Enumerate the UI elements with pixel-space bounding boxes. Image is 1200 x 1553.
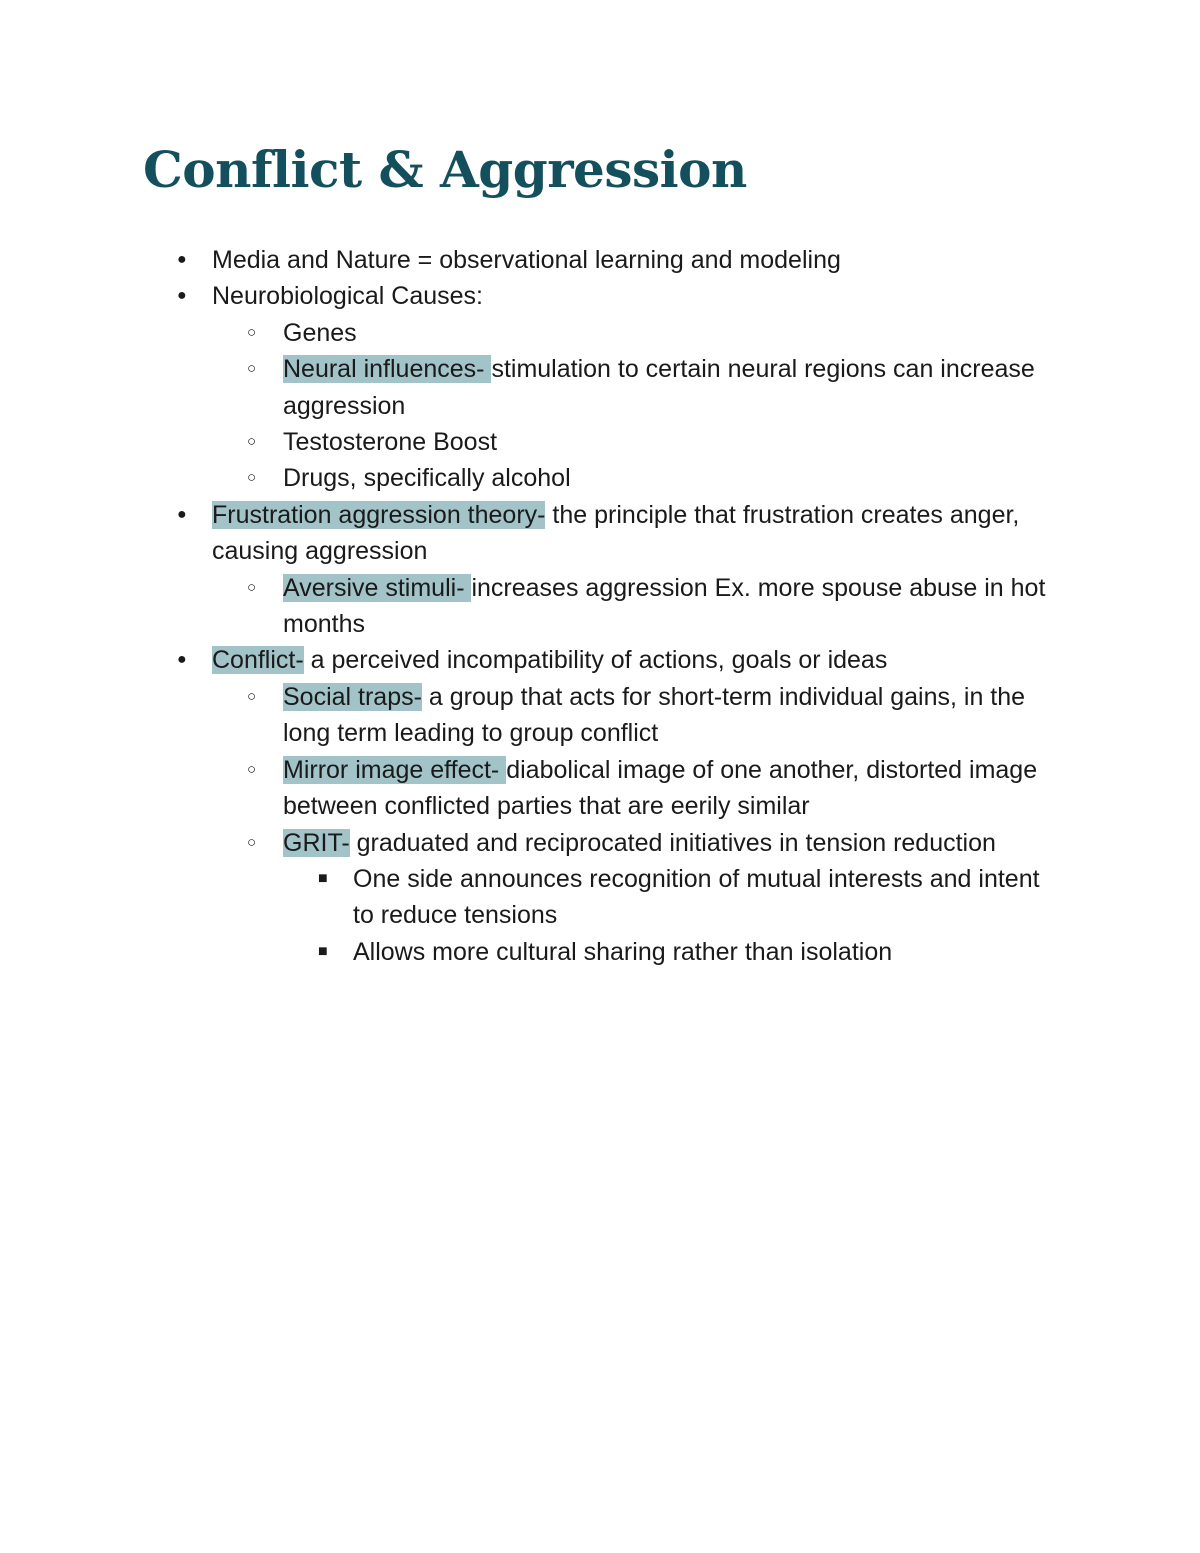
circle-bullet-icon: ○ [247, 323, 257, 341]
disc-bullet-icon: ● [177, 651, 187, 669]
disc-bullet-icon: ● [177, 505, 187, 523]
highlighted-term: Social traps- [283, 682, 422, 711]
list-item [0, 315, 1058, 351]
item-text: stimulation to certain neural regions can increase aggression [283, 355, 1035, 420]
highlighted-term: Conflict- [212, 646, 304, 675]
disc-bullet-icon: ● [177, 251, 187, 268]
page-title: Conflict & Aggression [143, 140, 747, 199]
item-text: Neurobiological Causes: [212, 282, 483, 311]
highlighted-term: Mirror image effect- [283, 755, 507, 784]
highlighted-term: Neural influences- [283, 355, 492, 384]
list-item [0, 679, 1058, 752]
item-text: diabolical image of one another, distorted image between conflicted parties that are eerily similar [283, 755, 1038, 821]
circle-bullet-icon: ○ [247, 360, 257, 378]
item-text: Testosterone Boost [283, 428, 498, 457]
highlighted-term: Aversive stimuli- [283, 573, 472, 602]
circle-bullet-icon: ○ [247, 833, 257, 851]
highlighted-term: GRIT- [283, 828, 350, 857]
highlighted-term: Frustration aggression theory- [212, 500, 546, 529]
item-text: the principle that frustration creates anger, causing aggression [212, 500, 1020, 566]
circle-bullet-icon: ○ [247, 687, 257, 705]
item-text: Drugs, specifically alcohol [283, 464, 571, 493]
list-item [0, 825, 1058, 861]
item-text: graduated and reciprocated initiatives in tension reduction [349, 828, 996, 857]
notes-outline [0, 242, 1200, 970]
list-item [0, 278, 1042, 314]
square-bullet-icon: ■ [318, 942, 328, 960]
list-item [0, 752, 1058, 825]
list-item [0, 242, 1042, 278]
item-text: Media and Nature = observational learning and modeling [212, 246, 841, 274]
item-text: One side announces recognition of mutual interests and intent to reduce tensions [353, 864, 1040, 930]
list-item [0, 424, 1058, 460]
square-bullet-icon: ■ [318, 869, 328, 887]
circle-bullet-icon: ○ [247, 760, 257, 778]
list-item [0, 642, 1042, 678]
circle-bullet-icon: ○ [247, 578, 257, 596]
item-text: increases aggression Ex. more spouse abuse in hot months [283, 573, 1046, 639]
item-text: Genes [283, 318, 357, 347]
list-item [0, 934, 1053, 970]
item-text: a perceived incompatibility of actions, goals or ideas [303, 646, 888, 675]
list-item [0, 460, 1058, 496]
item-text: a group that acts for short-term individual gains, in the long term leading to group conflict [283, 682, 1026, 748]
item-text: Allows more cultural sharing rather than isolation [353, 937, 893, 966]
circle-bullet-icon: ○ [247, 469, 257, 487]
list-item [0, 570, 1058, 643]
list-item [0, 497, 1042, 570]
list-item [0, 861, 1053, 934]
disc-bullet-icon: ● [177, 287, 187, 305]
circle-bullet-icon: ○ [247, 433, 257, 451]
list-item [0, 351, 1058, 424]
